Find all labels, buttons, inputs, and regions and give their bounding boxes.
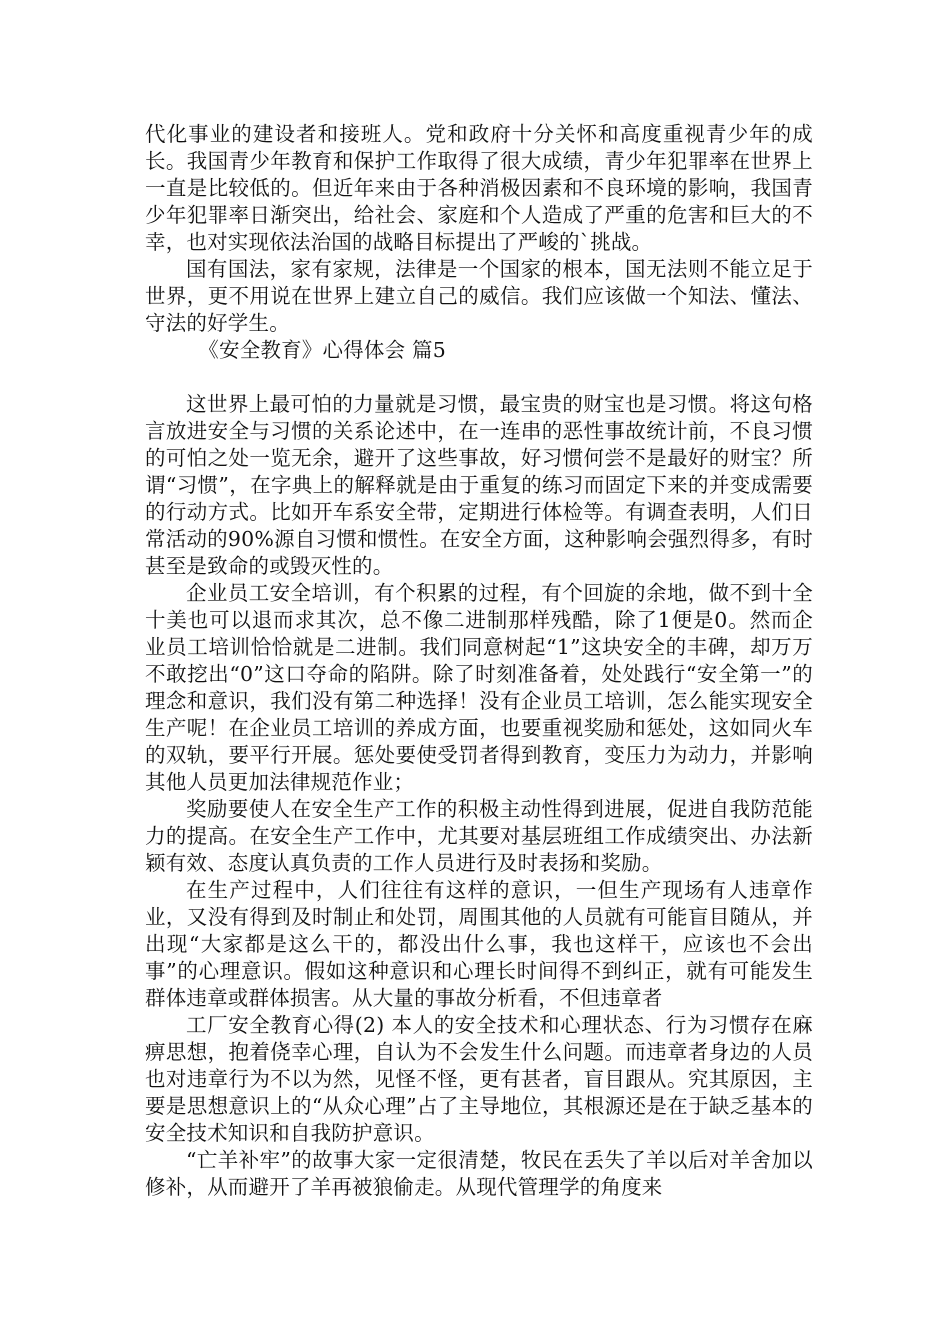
paragraph-training: 企业员工安全培训，有个积累的过程，有个回旋的余地，做不到十全十美也可以退而求其次，总不像二进制那样残酷，除了1便是0。然而企业员工培训恰恰就是二进制。我们同意树起“1”这块安全的丰碑，却万万不敢挖出“0”这口夺命的陷阱。除了时刻准备着，处处践行“安全第一”的理念和意识，我们没有第二种选择！没有企业员工培训，怎么能实现安全生产呢！在企业员工培训的养成方面，也要重视奖励和惩处，这如同火车的双轨，要平行开展。惩处要使受罚者得到教育，变压力为动力，并影响其他人员更加法律规范作业； — [145, 581, 813, 794]
paragraph-sheep: “亡羊补牢”的故事大家一定很清楚，牧民在丢失了羊以后对羊舍加以修补，从而避开了羊再被狼偷走。从现代管理学的角度来 — [145, 1148, 813, 1199]
paragraph-violation: 在生产过程中，人们往往有这样的意识，一但生产现场有人违章作业，又没有得到及时制止和处罚，周围其他的人员就有可能盲目随从，并出现“大家都是这么干的，都没出什么事，我也这样干，应该也不会出事”的心理意识。假如这种意识和心理长时间得不到纠正，就有可能发生群体违章或群体损害。从大量的事故分析看，不但违章者 — [145, 878, 813, 1010]
paragraph-habit: 这世界上最可怕的力量就是习惯，最宝贵的财宝也是习惯。将这句格言放进安全与习惯的关系论述中，在一连串的恶性事故统计前，不良习惯的可怕之处一览无余，避开了这些事故，好习惯何尝不是最好的财宝？所谓“习惯”，在字典上的解释就是由于重复的练习而固定下来的并变成需要的行动方式。比如开车系安全带，定期进行体检等。有调查表明，人们日常活动的90%源自习惯和惯性。在安全方面，这种影响会强烈得多，有时甚至是致命的或毁灭性的。 — [145, 392, 813, 578]
paragraph-reward: 奖励要使人在安全生产工作的积极主动性得到进展，促进自我防范能力的提高。在安全生产工作中，尤其要对基层班组工作成绩突出、办法新颖有效、态度认真负责的工作人员进行及时表扬和奖励。 — [145, 797, 813, 875]
section-heading: 《安全教育》心得体会 篇5 — [198, 338, 446, 362]
paragraph-continuation: 代化事业的建设者和接班人。党和政府十分关怀和高度重视青少年的成长。我国青少年教育和保护工作取得了很大成绩，青少年犯罪率在世界上一直是比较低的。但近年来由于各种消极因素和不良环境的影响，我国青少年犯罪率日渐突出，给社会、家庭和个人造成了严重的危害和巨大的不幸，也对实现依法治国的战略目标提出了严峻的`挑战。 — [145, 122, 813, 254]
paragraph-law: 国有国法，家有家规，法律是一个国家的根本，国无法则不能立足于世界，更不用说在世界上建立自己的威信。我们应该做一个知法、懂法、守法的好学生。 — [145, 257, 813, 335]
paragraph-factory: 工厂安全教育心得(2) 本人的安全技术和心理状态、行为习惯存在麻痹思想，抱着侥幸心理，自认为不会发生什么问题。而违章者身边的人员也对违章行为不以为然，见怪不怪，更有甚者，盲目跟从。究其原因，主要是思想意识上的“从众心理”占了主导地位，其根源还是在于缺乏基本的安全技术知识和自我防护意识。 — [145, 1013, 813, 1145]
document-page — [145, 121, 813, 1201]
